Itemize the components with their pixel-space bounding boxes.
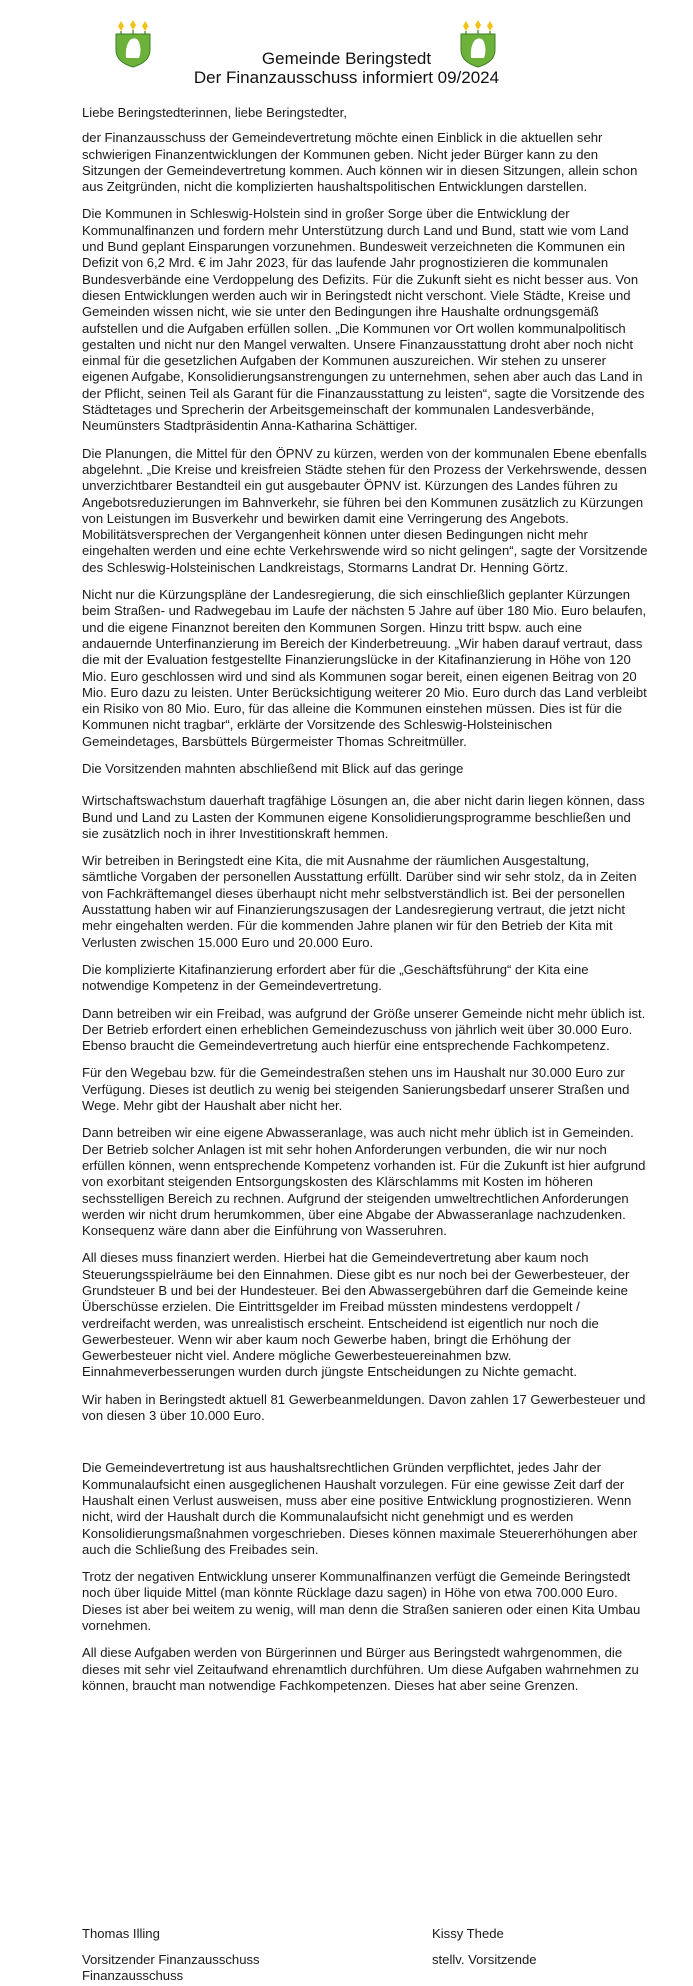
greeting: Liebe Beringstedterinnen, liebe Beringstedter, [82, 105, 347, 120]
signature-right-role [432, 1952, 537, 1968]
signature-right [432, 1926, 504, 1942]
paragraph: Wir haben in Beringstedt aktuell 81 Gewerbeanmeldungen. Davon zahlen 17 Gewerbesteuer und von diesen 3 über 10.000 Euro. [82, 1391, 646, 1424]
paragraph: Dann betreiben wir eine eigene Abwasseranlage, was auch nicht mehr üblich ist in Gemeinden. Der Betrieb solcher Anlagen ist mit sehr hohen Anforderungen verbunden, die wir nur noch erfüllen können, wenn entsprechende Kompetenz vorhanden ist. Für die Zukunft ist hier aufgrund von exorbitant steigenden Entsorgungskosten des Klärschlamms mit Kosten im höheren sechsstelligen Bereich zu rechnen. Aufgrund der steigenden umweltrechtlichen Anforderungen werden wir nicht drum herumkommen, über eine Abgabe der Abwasseranlage nachzudenken. Konsequenz wäre dann aber die Einführung von Wasseruhren. [82, 1125, 646, 1239]
paragraph: der Finanzausschuss der Gemeindevertretung möchte einen Einblick in die aktuellen sehr schwierigen Finanzentwicklungen der Kommunen geben. Nicht jeder Bürger kann zu den Sitzungen der Gemeindevertretung kommen. Auch können wir in diesen Sitzungen, allein schon aus Zeitgründen, nicht die komplizierten haushaltspolitischen Entwicklungen darstellen. [82, 130, 638, 195]
paragraph: Die Gemeindevertretung ist aus haushaltsrechtlichen Gründen verpflichtet, jedes Jahr der Kommunalaufsicht einen ausgeglichenen Haushalt vorzulegen. Für eine gewisse Zeit darf der Haushalt einen Verlust ausweisen, muss aber eine positive Entwicklung prognostizieren. Wenn nicht, wird der Haushalt durch die Kommunalaufsicht nicht genehmigt und es werden Konsolidierungsmaßnahmen vorgeschrieben. Dieses können maximale Steuererhöhungen aber auch die Schließung des Freibades sein. [82, 1460, 638, 1557]
letter-body [82, 105, 648, 1705]
paragraph: Die Kommunen in Schleswig-Holstein sind in großer Sorge über die Entwicklung der Kommunalfinanzen und fordern mehr Unterstützung durch Land und Bund, statt wie vom Land und Bund geplant Einsparungen vorzunehmen. Bundesweit verzeichneten die Kommunen ein Defizit von 6,2 Mrd. € im Jahr 2023, für das laufende Jahr prognostizieren die kommunalen Bundesverbände eine Verdoppelung des Defizits. Für die Zukunft sieht es nicht besser aus. Von diesen Entwicklungen werden auch wir in Beringstedt nicht verschont. Viele Städte, Kreise und Gemeinden wissen nicht, wie sie unter den Bedingungen ihre Haushalte ordnungsgemäß aufstellen und die Aufgaben erfüllen sollen. „Die Kommunen vor Ort wollen kommunalpolitisch gestalten und nicht nur den Mangel verwalten. Unsere Finanzausstattung droht aber noch nicht einmal für die gesetzlichen Aufgaben der Kommunen auszureichen. Wir stehen zu unserer eigenen Aufgabe, Konsolidierungsanstrengungen zu unternehmen, sehen aber auch das Land in der Pflicht, seinen Teil als Garant für die Finanzausstattung zu leisten“, sagte die Vorsitzende des Städtetages und Sprecherin der Arbeitsgemeinschaft der kommunalen Landesverbände, Neumünsters Stadtpräsidentin Anna-Katharina Schättiger. [82, 206, 645, 434]
paragraph: Die Planungen, die Mittel für den ÖPNV zu kürzen, werden von der kommunalen Ebene ebenfalls abgelehnt. „Die Kreise und kreisfreien Städte stehen für den Prozess der Verkehrswende, dessen unverzichtbarer Bestandteil ein gut ausgebauter ÖPNV ist. Kürzungen des Landes führen zu Angebotsreduzierungen im Bahnverkehr, sie führen bei den Kommunen zusätzlich zu Kürzungen von Leistungen im Busverkehr und bewirken damit eine Verringerung des Angebots. Mobilitätsversprechen der Vergangenheit können unter diesen Bedingungen nicht mehr eingehalten werden und eine echte Verkehrswende wird so nicht gelingen“, sagte der Vorsitzende des Schleswig-Holsteinischen Landkreistags, Stormarns Landrat Dr. Henning Görtz. [82, 445, 648, 575]
signer-role: Vorsitzender Finanzausschuss [82, 1952, 260, 1967]
paragraph: All dieses muss finanziert werden. Hierbei hat die Gemeindevertretung aber kaum noch Steuerungsspielräume bei den Einnahmen. Diese gibt es nur noch bei der Gewerbesteuer, der Grundsteuer B und bei der Hundesteuer. Bei den Abwassergebühren darf die Gemeinde keine Überschüsse erzielen. Die Eintrittsgelder im Freibad müssten mindestens verdoppelt / verdreifacht werden, was unrealistisch erscheint. Entscheidend ist eigentlich nur noch die Gewerbesteuer. Wenn wir aber kaum noch Gewerbe haben, bringt die Erhöhung der Gewerbesteuer nicht viel. Andere mögliche Gewerbesteuereinahmen bzw. Einnahmeverbesserungen wurden durch jüngste Entscheidungen zu Nichte gemacht. [82, 1250, 630, 1380]
signer-name: Kissy Thede [432, 1926, 504, 1941]
page-title: Gemeinde Beringstedt [261, 49, 432, 68]
signer-name: Thomas Illing [82, 1926, 160, 1941]
paragraph: Die komplizierte Kitafinanzierung erfordert aber für die „Geschäftsführung“ der Kita eine notwendige Kompetenz in der Gemeindevertretung. [82, 961, 589, 994]
page-subtitle: Der Finanzausschuss informiert 09/2024 [193, 68, 500, 87]
page-header [0, 49, 693, 87]
paragraph: All diese Aufgaben werden von Bürgerinnen und Bürger aus Beringstedt wahrgenommen, die dieses mit sehr viel Zeitaufwand ehrenamtlich durchführen. Um diese Aufgaben wahrnehmen zu können, braucht man notwendige Fachkompetenzen. Dieses hat aber seine Grenzen. [82, 1645, 639, 1693]
paragraph: Nicht nur die Kürzungspläne der Landesregierung, die sich einschließlich geplanter Kürzungen beim Straßen- und Radwegebau im Laufe der nächsten 5 Jahre auf über 180 Mio. Euro belaufen, und die eigene Finanznot bereiten den Kommunen Sorgen. Hinzu tritt bspw. auch eine andauernde Unterfinanzierung im Bereich der Kinderbetreuung. „Wir haben darauf vertraut, dass die mit der Evaluation festgestellte Finanzierungslücke in der Kitafinanzierung in Höhe von 120 Mio. Euro geschlossen wird und sind als Kommunen sogar bereit, einen eigenen Beitrag von 20 Mio. Euro dazu zu leisten. Unter Berücksichtigung weiterer 20 Mio. Euro durch das Land verbleibt ein Risiko von 80 Mio. Euro, für das alleine die Kommunen einstehen müssen. Dies ist für die Kommunen nicht tragbar“, erklärte der Vorsitzende des Schleswig-Holsteinischen Gemeindetages, Barsbüttels Bürgermeister Thomas Schreitmüller. [82, 587, 647, 749]
signature-left [82, 1926, 160, 1942]
signer-role: Finanzausschuss [82, 1968, 184, 1984]
paragraph: Dann betreiben wir ein Freibad, was aufgrund der Größe unserer Gemeinde nicht mehr üblich ist. Der Betrieb erfordert einen erheblichen Gemeindezuschuss von jährlich weit über 30.000 Euro. Ebenso braucht die Gemeindevertretung auch hierfür eine entsprechende Fachkompetenz. [82, 1005, 646, 1054]
signer-role: stellv. Vorsitzende [432, 1952, 537, 1967]
paragraph: Die Vorsitzenden mahnten abschließend mit Blick auf das geringe [82, 760, 464, 776]
paragraph: Für den Wegebau bzw. für die Gemeindestraßen stehen uns im Haushalt nur 30.000 Euro zur Verfügung. Dieses ist deutlich zu wenig bei steigenden Sanierungsbedarf unserer Straßen und Wege. Mehr gibt der Haushalt aber nicht her. [82, 1065, 630, 1114]
paragraph: Wirtschaftswachstum dauerhaft tragfähige Lösungen an, die aber nicht darin liegen können, dass Bund und Land zu Lasten der Kommunen eigene Konsolidierungsprogramme beschließen und sie zusätzlich noch in ihrer Investitionskraft hemmen. [82, 793, 645, 841]
paragraph: Trotz der negativen Entwicklung unserer Kommunalfinanzen verfügt die Gemeinde Beringstedt noch über liquide Mittel (man könnte Rücklage dazu sagen) in Höhe von etwa 700.000 Euro. Dieses ist aber bei weitem zu wenig, will man denn die Straßen sanieren oder einen Kita Umbau vornehmen. [82, 1569, 641, 1634]
paragraph: Wir betreiben in Beringstedt eine Kita, die mit Ausnahme der räumlichen Ausgestaltung, sämtliche Vorgaben der personellen Ausstattung erfüllt. Darüber sind wir sehr stolz, da in Zeiten von Fachkräftemangel dieses überhaupt nicht mehr selbstverständlich ist. Bei der personellen Ausstattung haben wir auf Finanzierungszusagen der Landesregierung vertraut, die jetzt nicht mehr eingehalten werden. Für die kommenden Jahre planen wir für den Betrieb der Kita mit Verlusten zwischen 15.000 Euro und 20.000 Euro. [82, 853, 637, 950]
signature-left-role [82, 1952, 260, 1985]
